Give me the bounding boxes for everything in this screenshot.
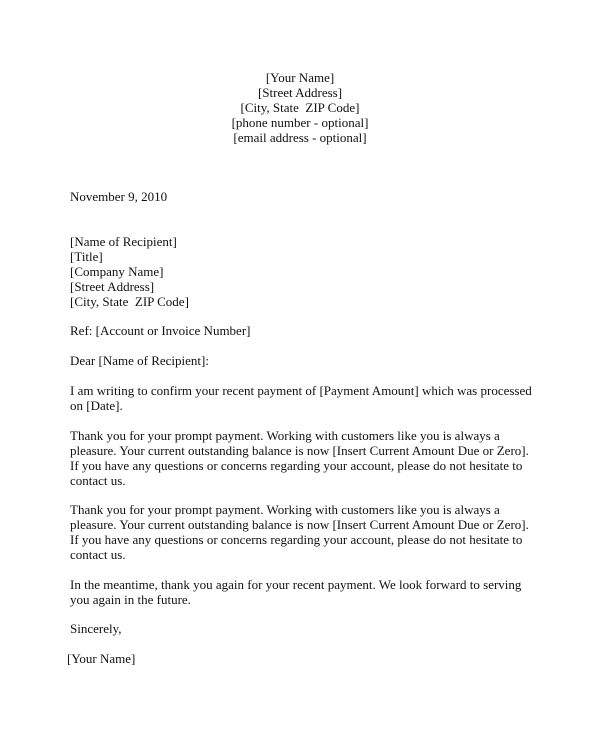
recipient-company: [Company Name] [70, 264, 164, 279]
paragraph-closing-remarks [70, 577, 521, 607]
recipient-city: [City, State ZIP Code] [70, 294, 189, 309]
closing: Sincerely, [70, 621, 122, 636]
signature-name: [Your Name] [67, 651, 136, 666]
paragraph-line: pleasure. Your current outstanding balance is now [Insert Current Amount Due or Zero]. [70, 443, 529, 458]
paragraph-line: If you have any questions or concerns regarding your account, please do not hesitate to [70, 458, 523, 473]
sender-city: [City, State ZIP Code] [240, 100, 360, 115]
sender-address-block [0, 70, 600, 145]
recipient-name: [Name of Recipient] [70, 234, 177, 249]
sender-phone: [phone number - optional] [231, 115, 369, 130]
paragraph-line: If you have any questions or concerns regarding your account, please do not hesitate to [70, 532, 523, 547]
paragraph-line: contact us. [70, 547, 126, 562]
closing-block [70, 621, 122, 636]
paragraph-thank-you-2 [70, 502, 529, 562]
salutation: Dear [Name of Recipient]: [70, 353, 209, 368]
sender-name: [Your Name] [265, 70, 335, 85]
salutation-block [70, 353, 209, 368]
sender-email: [email address - optional] [233, 130, 367, 145]
signature-block [67, 651, 135, 666]
paragraph-line: Thank you for your prompt payment. Working with customers like you is always a [70, 502, 500, 517]
paragraph-line: pleasure. Your current outstanding balance is now [Insert Current Amount Due or Zero]. [70, 517, 529, 532]
paragraph-payment-confirmation [70, 383, 532, 413]
paragraph-line: In the meantime, thank you again for your recent payment. We look forward to serving [70, 577, 522, 592]
recipient-street: [Street Address] [70, 279, 155, 294]
reference-line-block [70, 323, 251, 338]
recipient-title: [Title] [70, 249, 103, 264]
letter-date: November 9, 2010 [70, 189, 168, 204]
recipient-address-block [70, 234, 189, 309]
paragraph-line: Thank you for your prompt payment. Working with customers like you is always a [70, 428, 500, 443]
reference-line: Ref: [Account or Invoice Number] [70, 323, 251, 338]
sender-street: [Street Address] [257, 85, 343, 100]
paragraph-line: on [Date]. [70, 398, 123, 413]
paragraph-line: contact us. [70, 473, 126, 488]
paragraph-line: you again in the future. [70, 592, 191, 607]
paragraph-thank-you-1 [70, 428, 529, 488]
paragraph-line: I am writing to confirm your recent payment of [Payment Amount] which was processed [70, 383, 532, 398]
letter-date-block [70, 189, 167, 204]
